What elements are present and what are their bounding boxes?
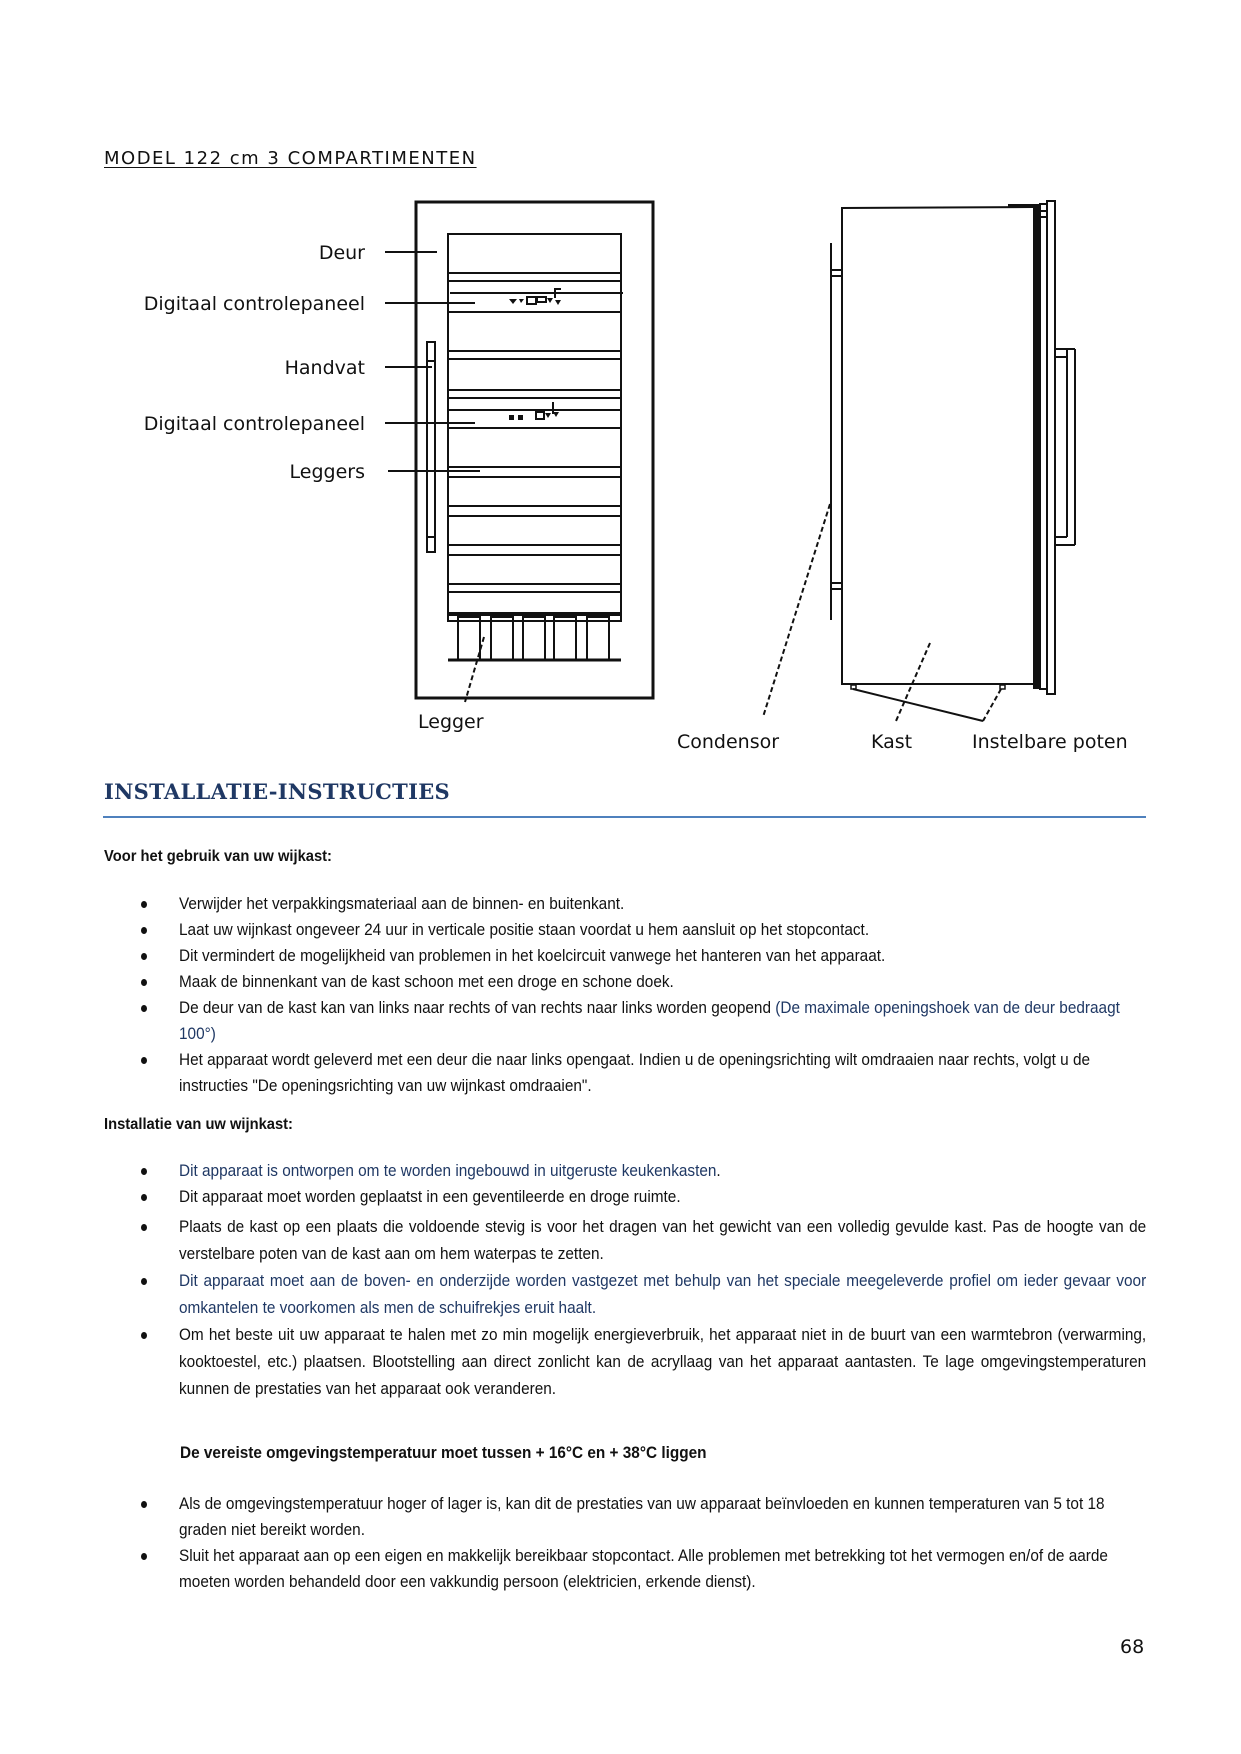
condensor (831, 243, 842, 620)
cabinet-body (842, 207, 1034, 684)
list-item: Als de omgevingstemperatuur hoger of lager is, kan dit de prestaties van uw apparaat beïnvloeden en kunnen temperaturen van 5 tot 18 graden niet bereikt worden. (0, 1491, 1145, 1543)
front-labels (144, 242, 484, 733)
bullet-icon (141, 1168, 147, 1175)
bullet-icon (141, 1224, 147, 1231)
list-item: Laat uw wijnkast ongeveer 24 uur in verticale positie staan voordat u hem aansluit op het stopcontact. (0, 917, 1145, 943)
label-kast: Kast (871, 731, 913, 753)
bullet-icon (141, 1553, 147, 1560)
bullet-icon (141, 1057, 147, 1064)
list-item: Dit apparaat moet worden geplaatst in een geventileerde en droge ruimte. (0, 1184, 1145, 1210)
before-use-heading: Voor het gebruik van uw wijkast: (104, 848, 332, 865)
wine-cooler-diagram (0, 0, 1241, 770)
handle (427, 342, 435, 552)
max-opening-angle-note: (De maximale openingshoek van de deur bedraagt 100°) (179, 999, 1120, 1043)
side-view (763, 201, 1075, 721)
bullet-icon (141, 1194, 147, 1201)
page-number: 68 (1120, 1636, 1145, 1658)
bullet-icon (141, 927, 147, 934)
bullet-icon (141, 901, 147, 908)
label-legger: Legger (418, 711, 484, 733)
label-instelbare-poten: Instelbare poten (972, 731, 1128, 753)
before-use-list (0, 891, 1241, 1099)
label-condensor: Condensor (677, 731, 780, 753)
bullet-icon (141, 979, 147, 986)
model-title: MODEL 122 cm 3 COMPARTIMENTEN (104, 148, 477, 169)
label-handvat: Handvat (284, 357, 365, 379)
side-leader-lines (763, 504, 1001, 721)
label-leggers: Leggers (289, 461, 365, 483)
bullet-icon (141, 1005, 147, 1012)
shelf-lines (448, 273, 623, 592)
list-item: De deur van de kast kan van links naar rechts of van rechts naar links worden geopend (De maximale openingshoek van de deur bedraagt 100°) (0, 995, 1145, 1047)
door-outer-frame (416, 202, 653, 698)
installation-list (0, 1158, 1241, 1403)
list-item: Sluit het apparaat aan op een eigen en makkelijk bereikbaar stopcontact. Alle problemen met betrekking tot het vermogen en/of de aarde moeten worden behandeld door een vakkundig persoon (elektricien, erkende dienst). (0, 1543, 1145, 1595)
door-edge (1033, 204, 1040, 689)
bullet-icon (141, 1278, 147, 1285)
installation-list-continued (0, 1491, 1241, 1595)
control-panel-icons-top (509, 288, 561, 305)
section-title: INSTALLATIE-INSTRUCTIES (104, 779, 451, 804)
list-item: Dit apparaat is ontworpen om te worden ingebouwd in uitgeruste keukenkasten. (0, 1158, 1145, 1184)
installation-heading: Installatie van uw wijnkast: (104, 1116, 293, 1133)
front-view (385, 202, 653, 702)
list-item: Het apparaat wordt geleverd met een deur die naar links opengaat. Indien u de openingsrichting wilt omdraaien naar rechts, volgt u de instructies "De openingsrichting van uw wijnkast omdraaien". (0, 1047, 1145, 1099)
bottom-drawer-slots (458, 617, 609, 660)
list-item: Maak de binnenkant van de kast schoon met een droge en schone doek. (0, 969, 1145, 995)
list-item: Dit apparaat moet aan de boven- en onderzijde worden vastgezet met behulp van het speciale meegeleverde profiel om ieder gevaar voor omkantelen te voorkomen als men de schuifrekjes eruit haalt. (0, 1268, 1145, 1322)
side-labels (677, 731, 1128, 753)
foot-front (1000, 685, 1005, 689)
label-deur: Deur (318, 242, 365, 264)
label-controlepaneel-mid: Digitaal controlepaneel (143, 413, 365, 435)
list-item: Om het beste uit uw apparaat te halen met zo min mogelijk energieverbruik, het apparaat niet in de buurt van een warmtebron (verwarming, kooktoestel, etc.) plaatsen. Blootstelling aan direct zonlicht kan de acryllaag van het apparaat aantasten. Te lage omgevingstemperaturen kunnen de prestaties van het apparaat ook veranderen. (0, 1322, 1145, 1403)
temperature-requirement: De vereiste omgevingstemperatuur moet tussen + 16°C en + 38°C liggen (180, 1444, 707, 1462)
label-controlepaneel-top: Digitaal controlepaneel (143, 293, 365, 315)
list-item: Verwijder het verpakkingsmateriaal aan de binnen- en buitenkant. (0, 891, 1145, 917)
bullet-icon (141, 1332, 147, 1339)
list-item: Dit vermindert de mogelijkheid van problemen in het koelcircuit vanwege het hanteren van het apparaat. (0, 943, 1145, 969)
section-divider (103, 816, 1146, 818)
list-item: Plaats de kast op een plaats die voldoende stevig is voor het dragen van het gewicht van een volledig gevulde kast. Pas de hoogte van de verstelbare poten van de kast aan om hem waterpas te zetten. (0, 1214, 1145, 1268)
side-handle (1055, 349, 1075, 545)
bullet-icon (141, 1501, 147, 1508)
bullet-icon (141, 953, 147, 960)
